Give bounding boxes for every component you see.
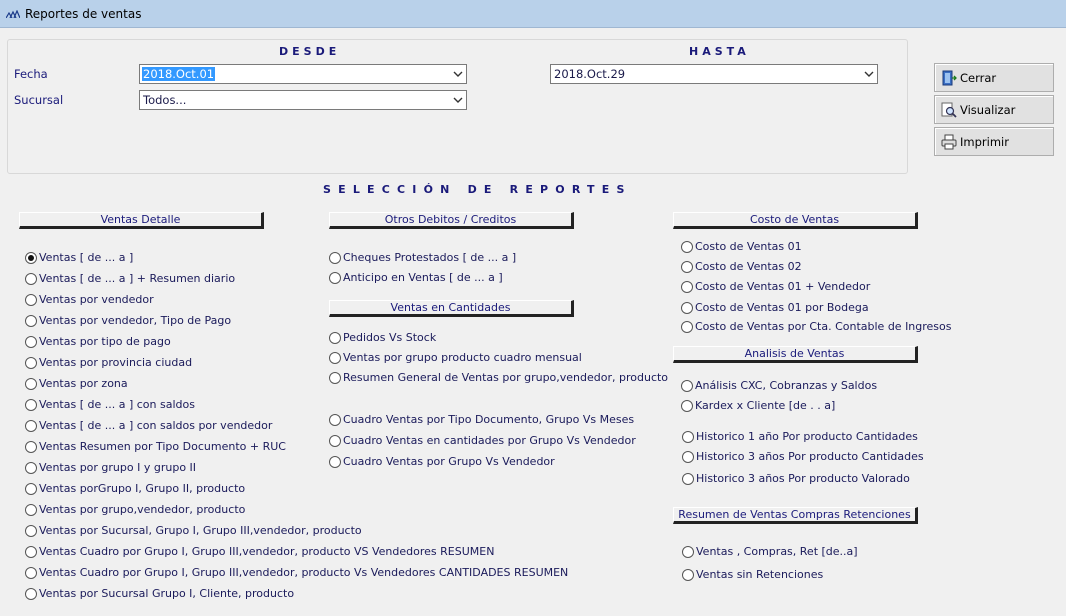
radio-button[interactable]	[25, 420, 37, 432]
radio-button[interactable]	[25, 567, 37, 579]
window-title: Reportes de ventas	[25, 7, 142, 21]
radio-button[interactable]	[25, 252, 37, 264]
printer-icon	[941, 134, 957, 150]
radio-button[interactable]	[681, 321, 693, 333]
door-exit-icon	[941, 70, 957, 86]
app-icon	[6, 10, 20, 18]
radio-button[interactable]	[681, 380, 693, 392]
title-bar	[0, 0, 1066, 28]
group-resumen-compras: Resumen de Ventas Compras Retenciones	[673, 507, 918, 524]
desde-header: DESDE	[279, 45, 341, 58]
radio-button[interactable]	[25, 294, 37, 306]
chevron-down-icon[interactable]	[452, 93, 464, 107]
sucursal-select[interactable]	[139, 90, 467, 110]
group-ventas-detalle: Ventas Detalle	[19, 212, 264, 229]
radio-button[interactable]	[329, 352, 341, 364]
cerrar-label: Cerrar	[960, 71, 997, 85]
radio-button[interactable]	[25, 462, 37, 474]
hasta-header: HASTA	[689, 45, 750, 58]
imprimir-button[interactable]	[934, 127, 1054, 156]
group-analisis-ventas: Analisis de Ventas	[673, 346, 918, 363]
radio-button[interactable]	[329, 456, 341, 468]
chevron-down-icon[interactable]	[452, 67, 464, 81]
radio-button[interactable]	[25, 357, 37, 369]
radio-button[interactable]	[329, 252, 341, 264]
radio-button[interactable]	[25, 441, 37, 453]
radio-button[interactable]	[682, 451, 694, 463]
fecha-desde-value: 2018.Oct.01	[143, 67, 215, 81]
radio-button[interactable]	[682, 473, 694, 485]
radio-button[interactable]	[681, 261, 693, 273]
fecha-hasta-value: 2018.Oct.29	[554, 67, 626, 81]
radio-button[interactable]	[329, 372, 341, 384]
group-ventas-cantidades: Ventas en Cantidades	[329, 300, 574, 317]
visualizar-button[interactable]	[934, 95, 1054, 124]
fecha-label: Fecha	[14, 67, 48, 81]
imprimir-label: Imprimir	[960, 135, 1009, 149]
group-otros-debitos: Otros Debitos / Creditos	[329, 212, 574, 229]
fecha-desde-select[interactable]	[139, 64, 467, 84]
radio-button[interactable]	[25, 525, 37, 537]
radio-button[interactable]	[329, 435, 341, 447]
chevron-down-icon[interactable]	[863, 67, 875, 81]
cerrar-button[interactable]	[934, 63, 1054, 92]
radio-button[interactable]	[25, 378, 37, 390]
radio-button[interactable]	[682, 546, 694, 558]
radio-button[interactable]	[681, 302, 693, 314]
radio-button[interactable]	[25, 483, 37, 495]
radio-button[interactable]	[682, 431, 694, 443]
radio-button[interactable]	[681, 281, 693, 293]
radio-button[interactable]	[329, 414, 341, 426]
radio-button[interactable]	[25, 399, 37, 411]
radio-button[interactable]	[25, 504, 37, 516]
radio-button[interactable]	[25, 315, 37, 327]
radio-button[interactable]	[682, 569, 694, 581]
preview-icon	[941, 102, 957, 118]
sucursal-value: Todos...	[143, 93, 187, 107]
radio-button[interactable]	[25, 546, 37, 558]
radio-button[interactable]	[25, 336, 37, 348]
section-title: SELECCIÓN DE REPORTES	[323, 183, 632, 196]
radio-button[interactable]	[25, 588, 37, 600]
fecha-hasta-select[interactable]	[550, 64, 878, 84]
radio-button[interactable]	[25, 273, 37, 285]
radio-button[interactable]	[681, 241, 693, 253]
sucursal-label: Sucursal	[14, 93, 64, 107]
visualizar-label: Visualizar	[960, 103, 1016, 117]
group-costo-ventas: Costo de Ventas	[673, 212, 918, 229]
radio-button[interactable]	[329, 332, 341, 344]
radio-button[interactable]	[681, 400, 693, 412]
radio-button[interactable]	[329, 272, 341, 284]
